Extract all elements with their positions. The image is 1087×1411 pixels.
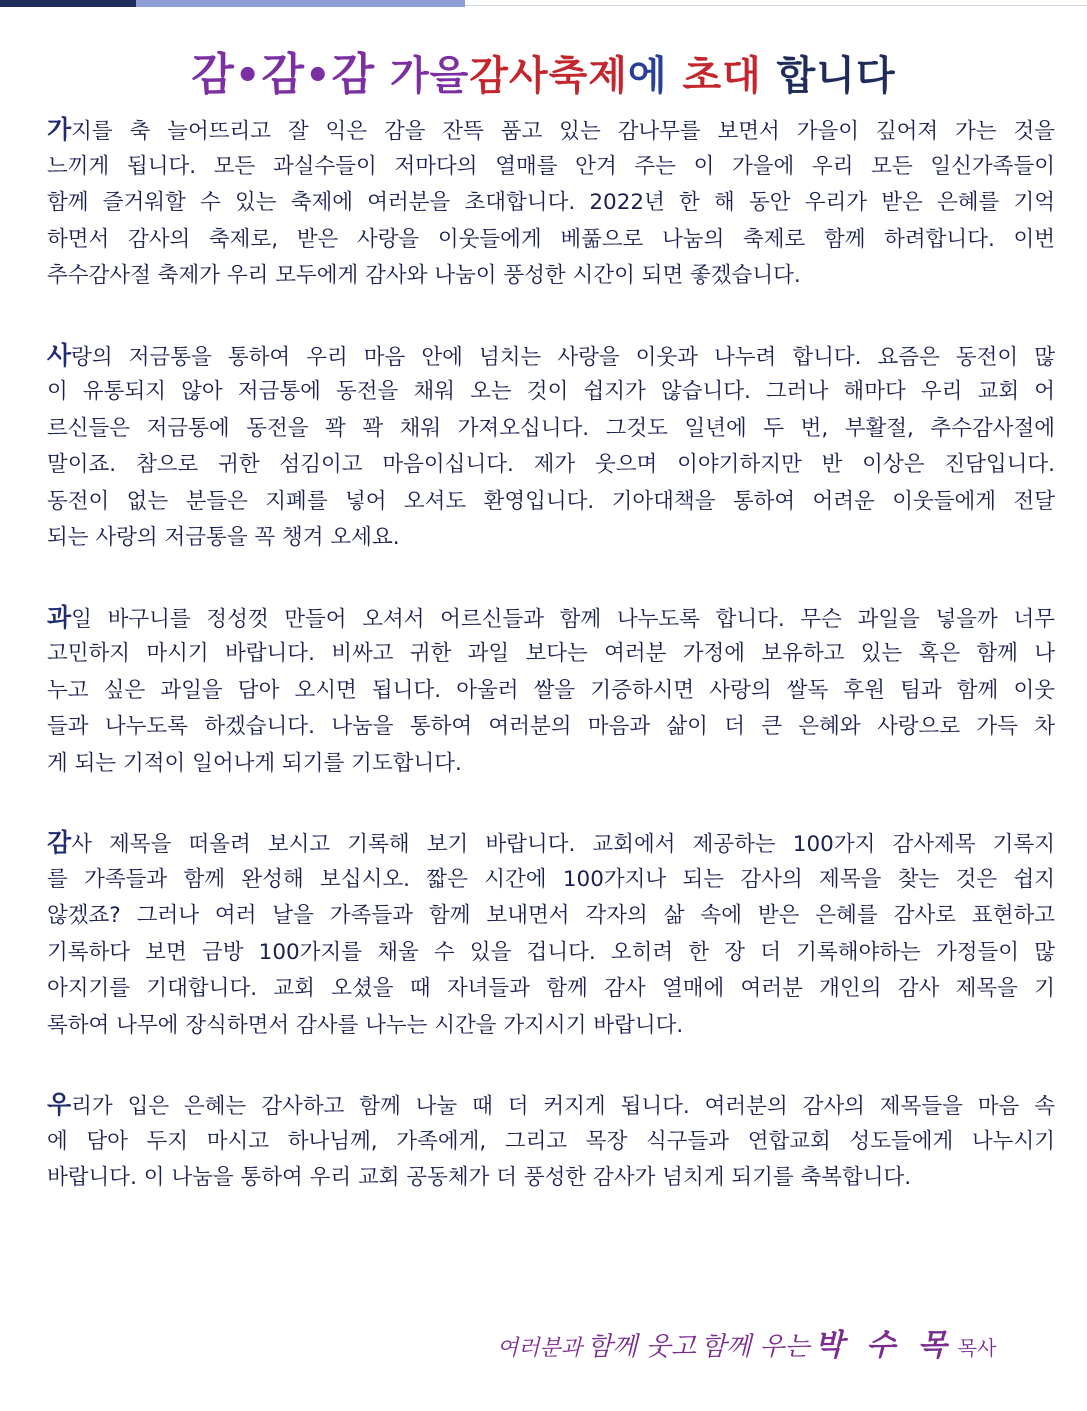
paragraph-line-text: 동전이 없는 분들은 지폐를 넣어 오셔도 환영입니다. 기아대책을 통하여 어려운 이웃들에게 전달 [47,488,1055,514]
paragraph-line [47,484,1055,521]
paragraph [47,112,1055,295]
paragraph-lead-letter: 우 [47,1090,72,1119]
signature-name: 박 수 목 [814,1328,953,1363]
signature-role: 목사 [957,1336,997,1360]
paragraph-line [47,673,1055,710]
paragraph [47,338,1055,557]
paragraph-line [47,1124,1055,1161]
paragraph-lead-letter: 감 [47,828,72,857]
paragraph-lead-letter: 과 [47,602,72,632]
paragraph-line [47,185,1055,222]
paragraph-line [47,1160,1055,1197]
signature-phrase-1: 함께 웃고 [587,1332,696,1362]
paragraph-line-text: 바랍니다. 이 나눔을 통하여 우리 교회 공동체가 더 풍성한 감사가 넘치게 되기를 축복합니다. [47,1165,912,1190]
title-part: 합니다 [761,52,896,99]
paragraph-line-text: 않겠죠? 그러나 여러 날을 가족들과 함께 보내면서 각자의 삶 속에 받은 은혜를 감사로 표현하고 [47,903,1055,928]
paragraph-line [47,338,1055,375]
paragraph-line [47,1087,1055,1124]
paragraph-line-text: 하면서 감사의 축제로, 받은 사랑을 이웃들에게 베풂으로 나눔의 축제로 함께 하려합니다. 이번 [47,226,1055,252]
paragraph-line-text: 지를 축 늘어뜨리고 잘 익은 감을 잔뜩 품고 있는 감나무를 보면서 가을이 깊어져 가는 것을 [71,119,1055,144]
paragraph-line-text: 말이죠. 참으로 귀한 섬김이고 마음이십니다. 제가 웃으며 이야기하지만 반 이상은 진담입니다. [47,452,1055,477]
paragraph-line-text: 들과 나누도록 하겠습니다. 나눔을 통하여 여러분의 마음과 삶이 더 큰 은혜와 사랑으로 가득 차 [47,714,1055,739]
title-part: 감사 [469,52,549,99]
paragraph-line [47,935,1055,972]
paragraph-line [47,746,1055,783]
paragraph-line-text: 기록하다 보면 금방 100가지를 채울 수 있을 겁니다. 오히려 한 장 더 기록해야하는 가정들이 많 [47,939,1055,965]
paragraph-line-text: 리가 입은 은혜는 감사하고 함께 나눌 때 더 커지게 됩니다. 여러분의 감사의 제목들을 마음 속 [71,1094,1055,1119]
paragraph-line-text: 에 담아 두지 마시고 하나님께, 가족에게, 그리고 목장 식구들과 연합교회 성도들에게 나누시기 [47,1128,1055,1154]
top-accent-line [465,5,1087,6]
paragraph-lead-letter: 사 [47,340,72,370]
paragraph-line [47,709,1055,746]
letter-body [47,112,1055,1240]
title-part: 가을 [375,52,470,99]
top-accent-dark [0,0,136,7]
title-part: 초대 [682,52,762,99]
page-title [0,49,1087,102]
title-part: 감 [261,48,305,100]
title-part: • [305,52,332,99]
paragraph-line-text: 누고 싶은 과일을 담아 오시면 됩니다. 아울러 쌀을 기증하시면 사랑의 쌀독 후원 팀과 함께 이웃 [47,677,1055,703]
paragraph-line [47,898,1055,935]
paragraph-line [47,825,1055,862]
title-part: 에 [627,52,683,99]
paragraph-line [47,447,1055,484]
paragraph-line [47,862,1055,899]
paragraph [47,1087,1055,1197]
paragraph-line [47,600,1055,637]
paragraph-line [47,149,1055,186]
paragraph-line-text: 르신들은 저금통에 동전을 꽉 꽉 채워 가져오십니다. 그것도 일년에 두 번, 부활절, 추수감사절에 [47,415,1055,441]
paragraph-line [47,112,1055,149]
paragraph-lead-letter: 가 [47,115,72,144]
title-part: 축제 [548,52,628,99]
paragraph-line [47,971,1055,1008]
paragraph-line-text: 함께 즐거워할 수 있는 축제에 여러분을 초대합니다. 2022년 한 해 동안 우리가 받은 은혜를 기억 [47,190,1055,215]
paragraph-line [47,374,1055,411]
top-accent-bar [0,0,1087,7]
paragraph-line-text: 를 가족들과 함께 완성해 보십시오. 짧은 시간에 100가지나 되는 감사의 제목을 찾는 것은 쉽지 [47,866,1055,892]
paragraph [47,600,1055,783]
paragraph-line-text: 사 제목을 떠올려 보시고 기록해 보기 바랍니다. 교회에서 제공하는 100가지 감사제목 기록지 [71,832,1055,857]
paragraph-line-text: 이 유통되지 않아 저금통에 동전을 채워 오는 것이 쉽지가 않습니다. 그러나 해마다 우리 교회 어 [47,379,1055,404]
paragraph-line [47,636,1055,673]
title-part: 감 [331,48,376,100]
title-part: 감 [191,48,235,100]
paragraph-line-text: 되는 사랑의 저금통을 꼭 챙겨 오세요. [47,525,400,550]
paragraph-line [47,222,1055,259]
paragraph-line-text: 아지기를 기대합니다. 교회 오셨을 때 자녀들과 함께 감사 열매에 여러분 개인의 감사 제목을 기 [47,976,1055,1001]
paragraph-line-text: 느끼게 됩니다. 모든 과실수들이 저마다의 열매를 안겨 주는 이 가을에 우리 모든 일신가족들이 [47,153,1055,179]
paragraph [47,825,1055,1044]
title-part: • [234,52,262,99]
paragraph-line-text: 고민하지 마시기 바랍니다. 비싸고 귀한 과일 보다는 여러분 가정에 보유하고 있는 혹은 함께 나 [47,641,1055,666]
paragraph-line [47,1008,1055,1045]
paragraph-line [47,411,1055,448]
signature [497,1320,1037,1364]
paragraph-line-text: 게 되는 기적이 일어나게 되기를 기도합니다. [47,750,462,776]
paragraph-line-text: 랑의 저금통을 통하여 우리 마음 안에 넘치는 사랑을 이웃과 나누려 합니다. 요즘은 동전이 많 [71,344,1055,370]
signature-prefix: 여러분과 [497,1336,583,1361]
top-accent-light [136,0,465,7]
signature-phrase-2: 함께 우는 [700,1332,810,1362]
paragraph-line-text: 록하여 나무에 장식하면서 감사를 나누는 시간을 가지시기 바랍니다. [47,1012,684,1038]
paragraph-line-text: 추수감사절 축제가 우리 모두에게 감사와 나눔이 풍성한 시간이 되면 좋겠습니다. [47,263,801,288]
paragraph-line [47,520,1055,557]
paragraph-line [47,258,1055,295]
paragraph-line-text: 일 바구니를 정성껏 만들어 오셔서 어르신들과 함께 나누도록 합니다. 무슨 과일을 넣을까 너무 [71,606,1055,632]
